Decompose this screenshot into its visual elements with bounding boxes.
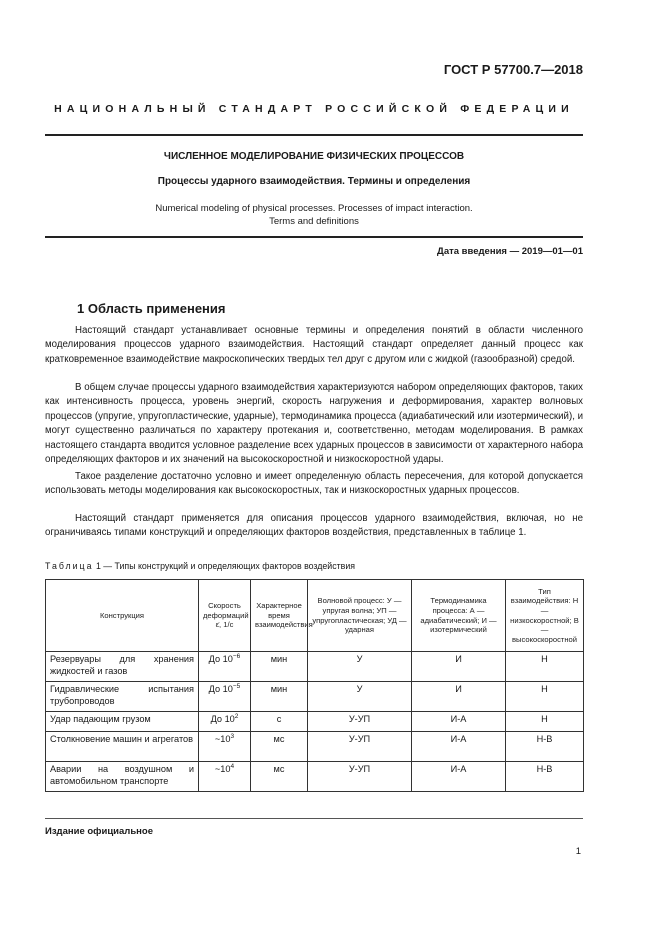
cell-strain-rate — [199, 732, 251, 762]
national-standard-heading: НАЦИОНАЛЬНЫЙ СТАНДАРТ РОССИЙСКОЙ ФЕДЕРАЦИИ — [54, 103, 574, 115]
table-caption — [45, 561, 355, 571]
cell-time: с — [251, 712, 308, 732]
cell-type: Н-В — [506, 732, 584, 762]
paragraph-3: Такое разделение достаточно условно и имеет определенную область пересечения, для которой допускается использовать методы моделирования как высокоскоростных, так и низкоскоростных ударных процессов. — [45, 471, 583, 497]
cell-wave: У-УП — [308, 762, 412, 792]
rate-exponent: 4 — [230, 762, 235, 770]
table-row — [46, 732, 584, 762]
header-strain-rate: Скорость деформаций ε̇, 1/с — [199, 580, 251, 652]
header-thermodynamics: Термодинамика процесса: А — адиабатический; И — изотермический — [412, 580, 506, 652]
table-1 — [45, 579, 584, 792]
table-header-row — [46, 580, 584, 652]
rate-base: ~10 — [214, 764, 231, 774]
rate-base: До 10 — [210, 714, 235, 724]
header-time: Характерное время взаимодействия — [251, 580, 308, 652]
cell-type: Н — [506, 712, 584, 732]
rate-base: До 10 — [208, 654, 233, 664]
title-rule — [45, 236, 583, 238]
cell-time: мин — [251, 682, 308, 712]
rate-exponent: −5 — [232, 682, 241, 690]
cell-strain-rate — [199, 652, 251, 682]
section-heading: 1 Область применения — [77, 301, 226, 316]
english-title — [45, 202, 583, 228]
cell-thermo: И — [412, 652, 506, 682]
rate-exponent: −6 — [232, 652, 241, 660]
table-row — [46, 712, 584, 732]
table-row — [46, 652, 584, 682]
cell-construction: Удар падающим грузом — [46, 712, 199, 732]
paragraph-1: Настоящий стандарт устанавливает основные термины и определения понятий в области численного моделирования процессов ударного взаимодействия. Настоящий стандарт определяет данный процесс как кратковременное взаимодействие макроскопических твердых тел друг с другом или с жидкой (газообразной) средой. — [45, 325, 583, 365]
cell-construction: Резервуары для хранения жидкостей и газов — [46, 652, 199, 682]
document-subtitle: Процессы ударного взаимодействия. Термины и определения — [157, 176, 471, 187]
document-title: ЧИСЛЕННОЕ МОДЕЛИРОВАНИЕ ФИЗИЧЕСКИХ ПРОЦЕССОВ — [163, 151, 465, 162]
cell-thermo: И-А — [412, 732, 506, 762]
header-rule — [45, 134, 583, 136]
paragraph-2: В общем случае процессы ударного взаимодействия характеризуются набором определяющих факторов, таких как интенсивность процесса, уровень энергий, скорость нагружения и деформирования, характер волновых процессов (упругие, упругопластические, ударные), термодинамика процесса (адиабатический или изотермический), и могут существенно различаться по характеру протекания и, соответственно, методам моделирования. В рамках настоящего стандарта вводится условное разделение всех ударных процессов в зависимости от характерного набора определяющих факторов и их значений на высокоскоростной и низкоскоростной удары. — [45, 382, 583, 466]
header-wave-process: Волновой процесс: У — упругая волна; УП — упругопластическая; УД — ударная — [308, 580, 412, 652]
effective-date: Дата введения — 2019—01—01 — [437, 246, 583, 257]
rate-base: ~10 — [214, 734, 231, 744]
table-caption-text: 1 — Типы конструкций и определяющих факторов воздействия — [95, 561, 355, 571]
table-row — [46, 682, 584, 712]
rate-exponent: 3 — [230, 732, 235, 740]
cell-wave: У — [308, 682, 412, 712]
paragraph-4: Настоящий стандарт применяется для описания процессов ударного взаимодействия, включая, но не ограничиваясь типами конструкций и определяющих факторов воздействия, представленных в таблице 1. — [45, 513, 583, 539]
cell-time: мин — [251, 652, 308, 682]
cell-strain-rate — [199, 682, 251, 712]
cell-wave: У — [308, 652, 412, 682]
footer-rule — [45, 818, 583, 819]
cell-thermo: И-А — [412, 712, 506, 732]
cell-type: Н-В — [506, 762, 584, 792]
cell-type: Н — [506, 682, 584, 712]
header-interaction-type: Тип взаимодействия: Н — низкоскоростной; В — высокоскоростной — [506, 580, 584, 652]
table-row — [46, 762, 584, 792]
page-number: 1 — [575, 846, 581, 857]
cell-strain-rate — [199, 712, 251, 732]
cell-wave: У-УП — [308, 732, 412, 762]
header-construction: Конструкция — [46, 580, 199, 652]
cell-wave: У-УП — [308, 712, 412, 732]
cell-construction: Гидравлические испытания трубопроводов — [46, 682, 199, 712]
document-code: ГОСТ Р 57700.7—2018 — [443, 62, 583, 77]
cell-thermo: И — [412, 682, 506, 712]
cell-type: Н — [506, 652, 584, 682]
cell-construction: Аварии на воздушном и автомобильном транспорте — [46, 762, 199, 792]
rate-base: До 10 — [208, 684, 233, 694]
table-caption-label: Таблица — [45, 561, 94, 571]
official-edition-label: Издание официальное — [45, 826, 153, 837]
cell-construction: Столкновение машин и агрегатов — [46, 732, 199, 762]
cell-time: мс — [251, 762, 308, 792]
english-title-line-2: Terms and definitions — [269, 216, 359, 227]
cell-strain-rate — [199, 762, 251, 792]
english-title-line-1: Numerical modeling of physical processes. Processes of impact interaction. — [155, 203, 473, 214]
rate-exponent: 2 — [234, 712, 239, 720]
cell-thermo: И-А — [412, 762, 506, 792]
cell-time: мс — [251, 732, 308, 762]
